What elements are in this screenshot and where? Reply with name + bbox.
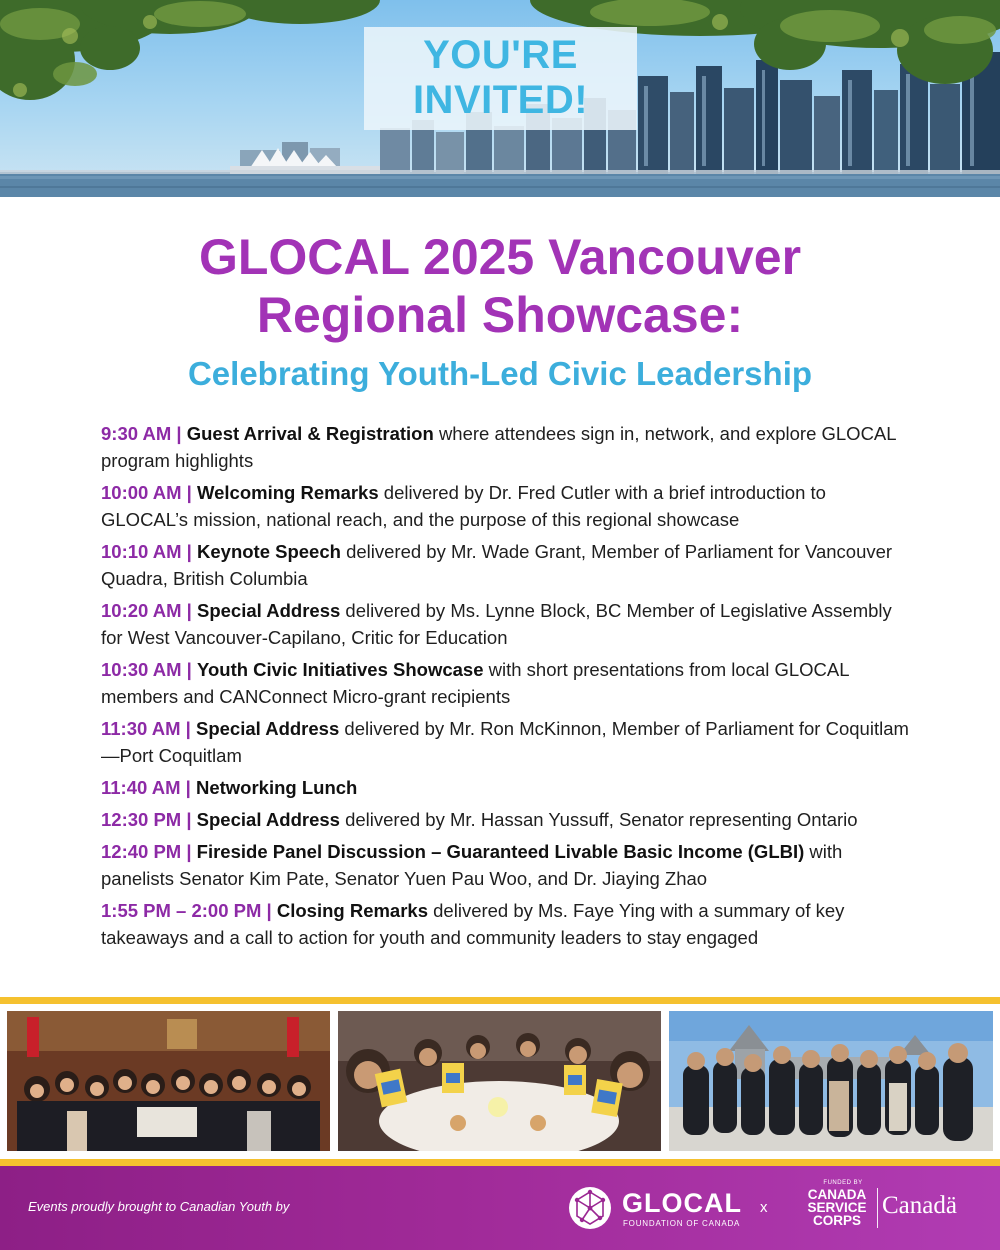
footer-credit-text: Events proudly brought to Canadian Youth by <box>28 1199 290 1214</box>
group-photo-lunch-table <box>338 1011 661 1151</box>
agenda-heading: Fireside Panel Discussion – Guaranteed Livable Basic Income (GLBI) <box>196 841 805 862</box>
agenda-item <box>101 897 911 951</box>
glocal-logo-text: GLOCAL <box>622 1188 742 1218</box>
agenda-detail: with panelists Senator Kim Pate, Senator Yuen Pau Woo, and Dr. Jiaying Zhao <box>101 841 843 889</box>
invite-line-1: YOU'RE <box>423 33 578 77</box>
agenda-detail: where attendees sign in, network, and explore GLOCAL program highlights <box>101 423 896 471</box>
agenda-item <box>101 420 911 474</box>
agenda-time: 9:30 AM | <box>101 423 182 444</box>
agenda-heading: Guest Arrival & Registration <box>186 423 434 444</box>
canada-service-corps-logo-line-2: SERVICE <box>807 1200 867 1215</box>
gold-divider-top <box>0 997 1000 1004</box>
agenda-time: 10:10 AM | <box>101 541 192 562</box>
agenda-item <box>101 538 911 592</box>
agenda-item <box>101 806 911 833</box>
agenda-item <box>101 838 911 892</box>
invite-line-2: INVITED! <box>412 78 589 122</box>
agenda-time: 12:40 PM | <box>101 841 192 862</box>
agenda-time: 11:40 AM | <box>101 777 191 798</box>
agenda-heading: Youth Civic Initiatives Showcase <box>197 659 484 680</box>
group-photo-outdoor-parliament <box>669 1011 993 1151</box>
agenda-detail: delivered by Mr. Ron McKinnon, Member of Parliament for Coquitlam—Port Coquitlam <box>101 718 909 766</box>
footer-logo-divider <box>877 1188 878 1228</box>
glocal-logo-icon <box>568 1186 612 1230</box>
agenda-item <box>101 774 911 801</box>
agenda-heading: Special Address <box>196 809 340 830</box>
agenda-heading: Networking Lunch <box>195 777 358 798</box>
agenda-time: 10:20 AM | <box>101 600 192 621</box>
canada-wordmark-logo: Canadä <box>882 1192 957 1219</box>
event-subtitle: Celebrating Youth-Led Civic Leadership <box>187 355 813 392</box>
agenda-detail: with short presentations from local GLOCAL members and CANConnect Micro-grant recipients <box>101 659 849 707</box>
agenda-heading: Keynote Speech <box>197 541 341 562</box>
agenda-item <box>101 715 911 769</box>
agenda-item <box>101 479 911 533</box>
agenda-time: 10:00 AM | <box>101 482 192 503</box>
glocal-logo-subtext: FOUNDATION OF CANADA <box>623 1219 741 1228</box>
agenda-detail: delivered by Ms. Lynne Block, BC Member of Legislative Assembly for West Vancouver-Capilano, Critic for Education <box>101 600 892 648</box>
agenda-heading: Special Address <box>195 718 340 739</box>
event-title-line-2: Regional Showcase: <box>256 287 744 343</box>
agenda-time: 1:55 PM – 2:00 PM | <box>101 900 272 921</box>
sponsor-footer <box>0 1166 1000 1250</box>
group-photo-legislature <box>7 1011 330 1151</box>
agenda-heading: Closing Remarks <box>276 900 428 921</box>
funded-by-label: FUNDED BY <box>823 1180 863 1186</box>
agenda-time: 10:30 AM | <box>101 659 192 680</box>
hero-banner <box>0 0 1000 197</box>
agenda-item <box>101 656 911 710</box>
canada-service-corps-logo-line-1: CANADA <box>807 1187 867 1202</box>
agenda-detail: delivered by Mr. Hassan Yussuff, Senator representing Ontario <box>345 809 858 830</box>
agenda-time: 11:30 AM | <box>101 718 191 739</box>
agenda-detail: delivered by Mr. Wade Grant, Member of Parliament for Vancouver Quadra, British Columbia <box>101 541 893 589</box>
invite-badge <box>364 27 637 130</box>
agenda-list <box>101 420 911 956</box>
agenda-time: 12:30 PM | <box>101 809 192 830</box>
agenda-heading: Welcoming Remarks <box>197 482 379 503</box>
agenda-heading: Special Address <box>197 600 341 621</box>
event-title-line-1: GLOCAL 2025 Vancouver <box>198 229 802 285</box>
agenda-item <box>101 597 911 651</box>
agenda-detail: delivered by Ms. Faye Ying with a summary of key takeaways and a call to action for youth and community leaders to stay engaged <box>101 900 845 948</box>
canada-service-corps-logo-line-3: CORPS <box>812 1213 861 1228</box>
gold-divider-bottom <box>0 1159 1000 1166</box>
partnership-separator: x <box>760 1199 768 1216</box>
agenda-detail: delivered by Dr. Fred Cutler with a brief introduction to GLOCAL’s mission, national reach, and the purpose of this regional showcase <box>101 482 826 530</box>
